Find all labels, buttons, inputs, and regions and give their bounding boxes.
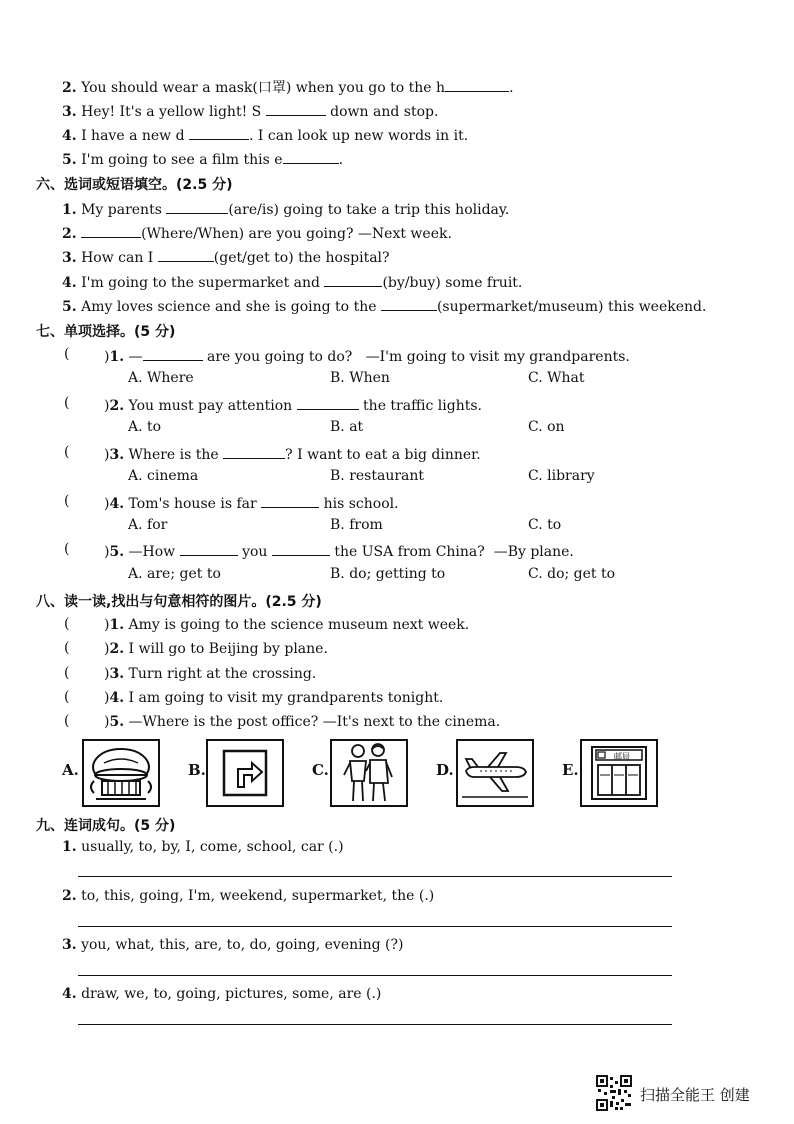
post-office-sign: 邮局 [614, 752, 630, 761]
sentence-item-4: 4. draw, we, to, going, pictures, some, are (.) [62, 986, 382, 1002]
answer-paren-open[interactable]: ( [64, 689, 70, 705]
sentence-item-2: 2. to, this, going, I'm, weekend, supermarket, the (.) [62, 888, 435, 904]
answer-line[interactable] [78, 975, 672, 976]
answer-blank [272, 541, 330, 556]
grandparents-icon [332, 741, 406, 805]
answer-blank[interactable] [445, 77, 509, 92]
picture-letter-b: B. [188, 761, 206, 779]
turn-right-sign-icon [208, 741, 282, 805]
museum-icon [84, 741, 158, 805]
answer-line[interactable] [78, 876, 672, 877]
option-c[interactable]: C. What [528, 370, 585, 386]
answer-blank[interactable] [81, 223, 141, 238]
qr-code-icon [596, 1075, 632, 1111]
picture-letter-d: D. [436, 761, 454, 779]
fill-item-3: 3. Hey! It's a yellow light! S down and stop. [62, 101, 438, 121]
sentence-item-3: 3. you, what, this, are, to, do, going, evening (?) [62, 937, 404, 953]
answer-blank [223, 444, 285, 459]
fill-item-5: 5. I'm going to see a film this e . [62, 149, 343, 169]
picture-letter-a: A. [62, 761, 79, 779]
match-item-5: )5. —Where is the post office? —It's next to the cinema. [104, 714, 501, 730]
option-b[interactable]: B. from [330, 517, 383, 533]
answer-paren-open[interactable]: ( [64, 395, 70, 411]
option-c[interactable]: C. library [528, 468, 595, 484]
answer-blank[interactable] [381, 296, 437, 311]
choice-fill-item-4: 4. I'm going to the supermarket and (by/buy) some fruit. [62, 272, 522, 292]
answer-paren-open[interactable]: ( [64, 493, 70, 509]
section-7-heading: 七、单项选择。(5 分) [36, 324, 176, 340]
picture-e[interactable] [580, 739, 658, 807]
answer-blank [180, 541, 238, 556]
answer-paren-open[interactable]: ( [64, 346, 70, 362]
footer-watermark: 扫描全能王 创建 [640, 1086, 750, 1104]
choice-fill-item-5: 5. Amy loves science and she is going to the (supermarket/museum) this weekend. [62, 296, 706, 316]
airplane-icon [458, 741, 532, 805]
picture-letter-e: E. [562, 761, 579, 779]
mc-question-3: )3. Where is the ? I want to eat a big dinner. [104, 444, 481, 464]
mc-question-2: )2. You must pay attention the traffic lights. [104, 395, 482, 415]
post-office-icon [582, 741, 656, 805]
answer-paren-open[interactable]: ( [64, 665, 70, 681]
option-b[interactable]: B. do; getting to [330, 566, 446, 582]
answer-blank[interactable] [166, 199, 228, 214]
option-a[interactable]: A. Where [128, 370, 194, 386]
answer-blank[interactable] [189, 125, 249, 140]
option-b[interactable]: B. at [330, 419, 364, 435]
answer-blank [143, 346, 203, 361]
match-item-3: )3. Turn right at the crossing. [104, 666, 317, 682]
mc-question-5: )5. —How you the USA from China? —By plane. [104, 541, 574, 561]
option-a[interactable]: A. cinema [128, 468, 199, 484]
picture-b[interactable] [206, 739, 284, 807]
option-c[interactable]: C. to [528, 517, 562, 533]
picture-d[interactable] [456, 739, 534, 807]
answer-paren-open[interactable]: ( [64, 616, 70, 632]
match-item-2: )2. I will go to Beijing by plane. [104, 641, 328, 657]
answer-blank [261, 493, 319, 508]
option-b[interactable]: B. restaurant [330, 468, 425, 484]
choice-fill-item-3: 3. How can I (get/get to) the hospital? [62, 247, 390, 267]
option-c[interactable]: C. on [528, 419, 565, 435]
mc-question-1: )1. — are you going to do? —I'm going to visit my grandparents. [104, 346, 630, 366]
section-6-heading: 六、选词或短语填空。(2.5 分) [36, 177, 233, 193]
fill-item-2: 2. You should wear a mask(口罩) when you go to the h . [62, 77, 514, 97]
option-b[interactable]: B. When [330, 370, 390, 386]
match-item-4: )4. I am going to visit my grandparents tonight. [104, 690, 444, 706]
mc-question-4: )4. Tom's house is far his school. [104, 493, 399, 513]
choice-fill-item-2: 2. (Where/When) are you going? —Next week. [62, 223, 452, 243]
answer-blank[interactable] [158, 247, 214, 262]
answer-blank [297, 395, 359, 410]
answer-paren-open[interactable]: ( [64, 640, 70, 656]
answer-blank[interactable] [324, 272, 382, 287]
answer-paren-open[interactable]: ( [64, 713, 70, 729]
answer-paren-open[interactable]: ( [64, 444, 70, 460]
section-9-heading: 九、连词成句。(5 分) [36, 818, 176, 834]
answer-line[interactable] [78, 926, 672, 927]
option-c[interactable]: C. do; get to [528, 566, 616, 582]
choice-fill-item-1: 1. My parents (are/is) going to take a trip this holiday. [62, 199, 509, 219]
option-a[interactable]: A. are; get to [128, 566, 221, 582]
picture-a[interactable] [82, 739, 160, 807]
option-a[interactable]: A. for [128, 517, 168, 533]
picture-c[interactable] [330, 739, 408, 807]
section-8-heading: 八、读一读,找出与句意相符的图片。(2.5 分) [36, 594, 322, 610]
sentence-item-1: 1. usually, to, by, I, come, school, car (.) [62, 839, 344, 855]
picture-letter-c: C. [312, 761, 329, 779]
answer-line[interactable] [78, 1024, 672, 1025]
option-a[interactable]: A. to [128, 419, 162, 435]
answer-blank[interactable] [266, 101, 326, 116]
fill-item-4: 4. I have a new d . I can look up new words in it. [62, 125, 468, 145]
match-item-1: )1. Amy is going to the science museum next week. [104, 617, 470, 633]
answer-blank[interactable] [283, 149, 339, 164]
answer-paren-open[interactable]: ( [64, 541, 70, 557]
